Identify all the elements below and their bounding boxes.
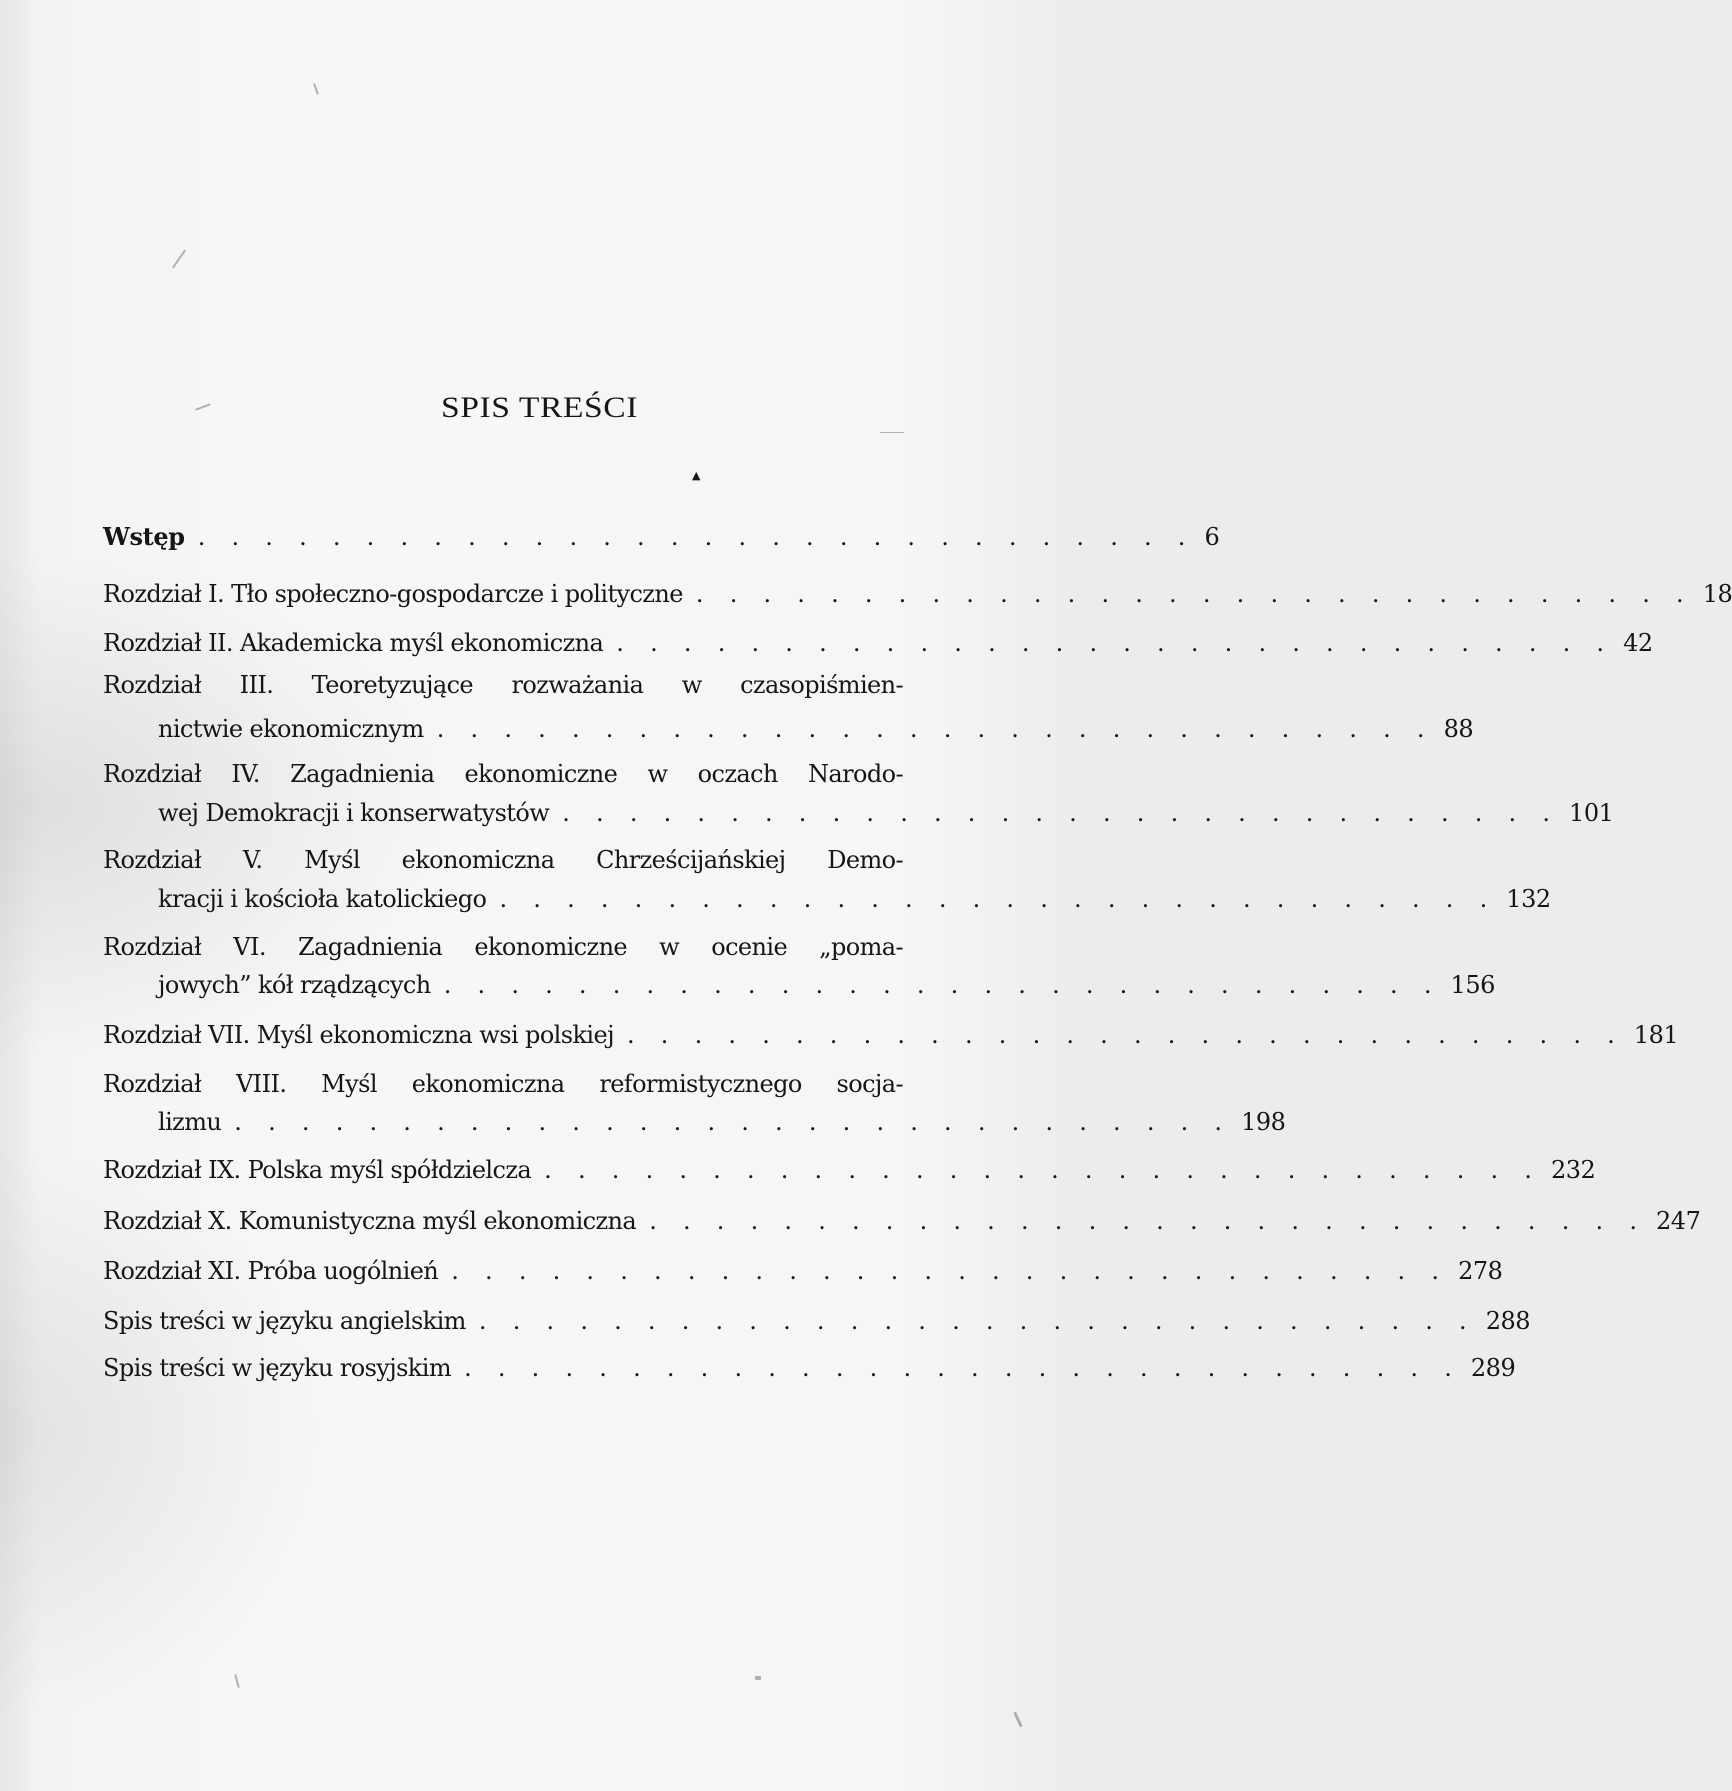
toc-entry-chapter-6-line-2[interactable] — [158, 970, 1495, 1000]
toc-entry-title: Rozdział II. Akademicka myśl ekonomiczna — [103, 629, 604, 657]
printed-mark-icon: ▲ — [692, 469, 701, 482]
toc-page-number: 181 — [1633, 1021, 1679, 1049]
toc-entry-title: Rozdział X. Komunistyczna myśl ekonomiczna — [103, 1207, 637, 1235]
toc-page-number: 88 — [1443, 715, 1474, 743]
dot-leader: .............................. — [616, 629, 1605, 657]
paper-speck — [880, 432, 904, 433]
toc-entry-title-continuation: lizmu — [158, 1108, 222, 1136]
toc-entry-title: Rozdział VII. Myśl ekonomiczna wsi polskiej — [103, 1021, 614, 1049]
paper-speck — [172, 249, 186, 268]
toc-entry-title-continuation: wej Demokracji i konserwatystów — [158, 799, 550, 827]
toc-entry-wstep[interactable] — [103, 522, 1220, 552]
toc-entry-chapter-7[interactable] — [103, 1020, 1679, 1050]
dot-leader: .............................. — [436, 715, 1425, 743]
dot-leader: .............................. — [197, 523, 1186, 551]
toc-entry-chapter-6-line-1[interactable] — [103, 932, 903, 962]
toc-entry-chapter-10[interactable] — [103, 1206, 1701, 1236]
toc-entry-chapter-5-line-2[interactable] — [158, 884, 1551, 914]
toc-entry-chapter-3-line-1[interactable] — [103, 670, 903, 700]
toc-entry-chapter-5-line-1[interactable] — [103, 845, 903, 875]
toc-page-number: 198 — [1241, 1108, 1286, 1136]
toc-entry-chapter-4-line-2[interactable] — [158, 798, 1614, 828]
toc-entry-russian-contents[interactable] — [103, 1353, 1516, 1383]
toc-entry-chapter-2[interactable] — [103, 628, 1653, 658]
dot-leader: .............................. — [499, 885, 1488, 913]
toc-page-number: 6 — [1204, 523, 1220, 551]
toc-page-number: 247 — [1656, 1207, 1701, 1235]
paper-speck — [234, 1674, 240, 1688]
paper-speck — [313, 83, 319, 95]
toc-page-number: 132 — [1506, 885, 1551, 913]
toc-entry-title: Spis treści w języku rosyjskim — [103, 1354, 451, 1382]
toc-entry-title: Rozdział IV. Zagadnienia ekonomiczne w oczach Narodo- — [103, 760, 903, 788]
dot-leader: .............................. — [478, 1307, 1467, 1335]
toc-page-number: 232 — [1551, 1156, 1596, 1184]
toc-entry-title-continuation: jowych” kół rządzących — [158, 971, 431, 999]
toc-entry-title: Rozdział VIII. Myśl ekonomiczna reformistycznego socja- — [103, 1070, 903, 1098]
page-title: SPIS TREŚCI — [441, 391, 638, 424]
toc-entry-title: Rozdział III. Teoretyzujące rozważania w czasopiśmien- — [103, 671, 903, 699]
toc-entry-title: Spis treści w języku angielskim — [103, 1307, 466, 1335]
dot-leader: .............................. — [562, 799, 1550, 827]
toc-entry-chapter-11[interactable] — [103, 1256, 1503, 1286]
dot-leader: .............................. — [451, 1257, 1439, 1285]
toc-entry-title-continuation: kracji i kościoła katolickiego — [158, 885, 487, 913]
toc-entry-title: Rozdział V. Myśl ekonomiczna Chrześcijańskiej Demo- — [103, 846, 903, 874]
toc-page-number: 288 — [1485, 1307, 1531, 1335]
toc-entry-title: Rozdział VI. Zagadnienia ekonomiczne w ocenie „poma- — [103, 933, 903, 961]
toc-entry-chapter-3-line-2[interactable] — [158, 714, 1474, 744]
toc-entry-chapter-1[interactable] — [103, 579, 1732, 609]
toc-page-number: 278 — [1458, 1257, 1503, 1285]
dot-leader: .............................. — [464, 1354, 1452, 1382]
toc-entry-title: Rozdział XI. Próba uogólnień — [103, 1257, 439, 1285]
toc-page-number: 156 — [1450, 971, 1495, 999]
toc-page-number: 18 — [1702, 580, 1732, 608]
toc-entry-title: Wstęp — [103, 522, 185, 551]
paper-speck — [755, 1676, 761, 1680]
toc-entry-title: Rozdział IX. Polska myśl spółdzielcza — [103, 1156, 532, 1184]
dot-leader: .............................. — [544, 1156, 1532, 1184]
toc-page-number: 289 — [1470, 1354, 1516, 1382]
toc-entry-title: Rozdział I. Tło społeczno-gospodarcze i polityczne — [103, 580, 683, 608]
toc-entry-chapter-4-line-1[interactable] — [103, 759, 903, 789]
toc-entry-english-contents[interactable] — [103, 1306, 1531, 1336]
toc-entry-chapter-8-line-1[interactable] — [103, 1069, 903, 1099]
dot-leader: .............................. — [443, 971, 1432, 999]
toc-page-number: 101 — [1569, 799, 1614, 827]
toc-entry-chapter-8-line-2[interactable] — [158, 1107, 1286, 1137]
paper-speck — [1013, 1712, 1022, 1728]
dot-leader: .............................. — [649, 1207, 1637, 1235]
toc-entry-title-continuation: nictwie ekonomicznym — [158, 715, 424, 743]
toc-entry-chapter-9[interactable] — [103, 1155, 1596, 1185]
toc-page-number: 42 — [1623, 629, 1653, 657]
dot-leader: .............................. — [695, 580, 1684, 608]
dot-leader: .............................. — [627, 1021, 1615, 1049]
dot-leader: .............................. — [234, 1108, 1223, 1136]
